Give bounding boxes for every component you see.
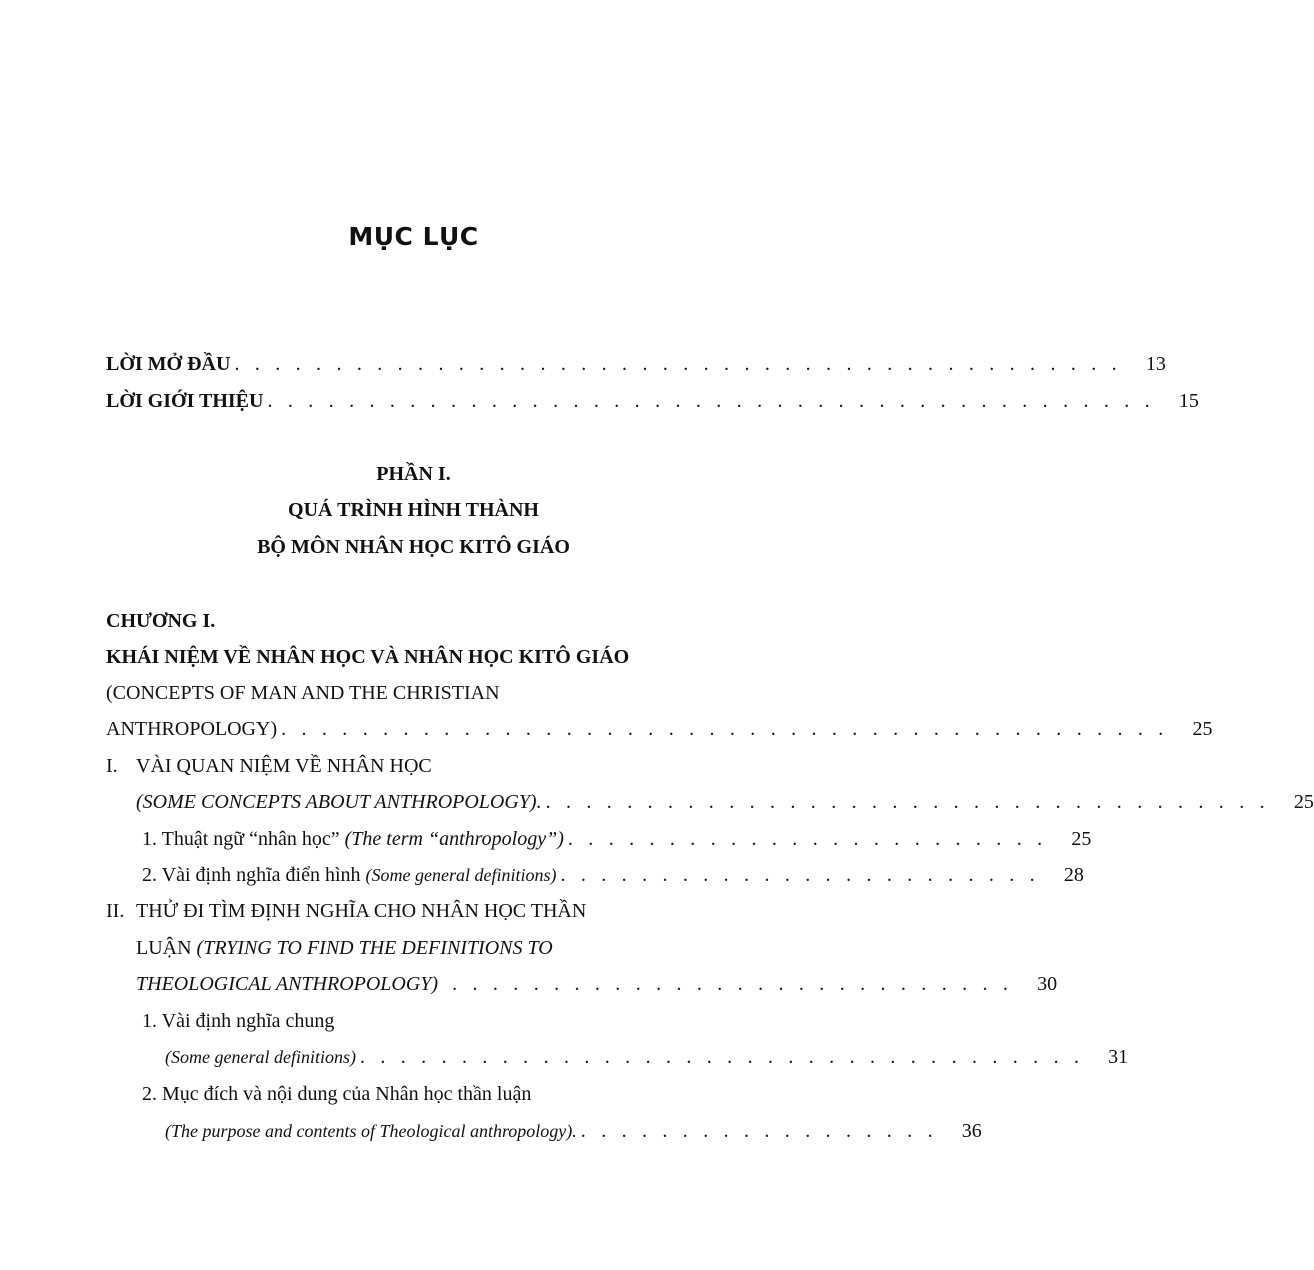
toc-page-number: 31 <box>1108 1046 1129 1068</box>
leader-dots: . . . . . . . . . . . . . . . . . . . . . . . . . . . . . . . . . . . . . . . . . . . . <box>267 390 1155 412</box>
leader-dots: . . . . . . . . . . . . . . . . . . . . . . . . . . . . . . . . . . . . <box>359 1046 1085 1068</box>
toc-entry-label: LỜI MỞ ĐẦU <box>106 353 231 375</box>
toc-entry-subtitle: (Some general definitions) <box>165 1047 356 1067</box>
leader-dots: . . . . . . . . . . . . . . . . . . . . . . . . . . . . . . . . . . . . . . . . . . . . <box>281 718 1169 740</box>
toc-page-number: 25 <box>1293 791 1314 813</box>
toc-page-number: 13 <box>1145 353 1166 375</box>
section2-title-line1: THỬ ĐI TÌM ĐỊNH NGHĨA CHO NHÂN HỌC THẦN <box>136 900 587 922</box>
toc-entry-label: LỜI GIỚI THIỆU <box>106 390 264 412</box>
section1-title: VÀI QUAN NIỆM VỀ NHÂN HỌC <box>136 755 432 777</box>
toc-entry-label: 2. Vài định nghĩa điển hình (Some general definitions) <box>142 864 557 886</box>
section1-numeral: I. <box>106 755 118 777</box>
toc-entry-chapter1 <box>106 717 1213 741</box>
toc-page-number: 36 <box>961 1120 982 1142</box>
leader-dots: . . . . . . . . . . . . . . . . . . . . . . . . <box>567 828 1048 850</box>
section1-subtitle: (SOME CONCEPTS ABOUT ANTHROPOLOGY). <box>136 791 542 813</box>
page-title: MỤC LỤC <box>348 222 479 251</box>
section2-subtitle: THEOLOGICAL ANTHROPOLOGY) <box>136 973 439 995</box>
part-heading-line2: QUÁ TRÌNH HÌNH THÀNH <box>288 499 539 521</box>
chapter-title: KHÁI NIỆM VỀ NHÂN HỌC VÀ NHÂN HỌC KITÔ GIÁO <box>106 646 630 668</box>
chapter-label: CHƯƠNG I. <box>106 610 216 632</box>
toc-entry-preface <box>106 352 1166 376</box>
part-heading-line1: PHẦN I. <box>376 463 451 485</box>
section2-numeral: II. <box>106 900 125 922</box>
toc-page-number: 15 <box>1178 390 1199 412</box>
toc-page-number: 30 <box>1037 973 1058 995</box>
toc-entry-section2 <box>136 972 1058 996</box>
toc-entry-1-2 <box>142 863 1084 887</box>
leader-dots: . . . . . . . . . . . . . . . . . . . . . . . . . . . . . . . . . . . . <box>545 791 1270 813</box>
toc-entry-introduction <box>106 389 1199 413</box>
leader-dots: . . . . . . . . . . . . . . . . . . . . . . . . . . . . <box>452 973 1014 995</box>
toc-page-number: 28 <box>1063 864 1084 886</box>
toc-page-number: 25 <box>1192 718 1213 740</box>
part-heading-line3: BỘ MÔN NHÂN HỌC KITÔ GIÁO <box>257 536 570 558</box>
section2-title-line2: LUẬN (TRYING TO FIND THE DEFINITIONS TO <box>136 937 553 959</box>
toc-entry-section1 <box>136 790 1314 814</box>
toc-page-number: 25 <box>1071 828 1092 850</box>
leader-dots: . . . . . . . . . . . . . . . . . . <box>580 1120 938 1142</box>
toc-entry-2-2 <box>165 1119 982 1143</box>
toc-entry-2-1 <box>165 1045 1129 1069</box>
leader-dots: . . . . . . . . . . . . . . . . . . . . . . . . <box>560 864 1040 886</box>
toc-entry-1-1 <box>142 827 1092 851</box>
toc-entry-2-2-label: 2. Mục đích và nội dung của Nhân học thần luận <box>142 1083 532 1105</box>
leader-dots: . . . . . . . . . . . . . . . . . . . . . . . . . . . . . . . . . . . . . . . . . . . . <box>234 353 1122 375</box>
toc-entry-2-1-label: 1. Vài định nghĩa chung <box>142 1010 335 1032</box>
toc-entry-subtitle: (The purpose and contents of Theological anthropology). <box>165 1121 577 1141</box>
chapter-subtitle-line2: ANTHROPOLOGY) <box>106 718 278 740</box>
toc-entry-label: 1. Thuật ngữ “nhân học” (The term “anthropology”) <box>142 828 564 850</box>
chapter-subtitle-line1: (CONCEPTS OF MAN AND THE CHRISTIAN <box>106 682 500 704</box>
